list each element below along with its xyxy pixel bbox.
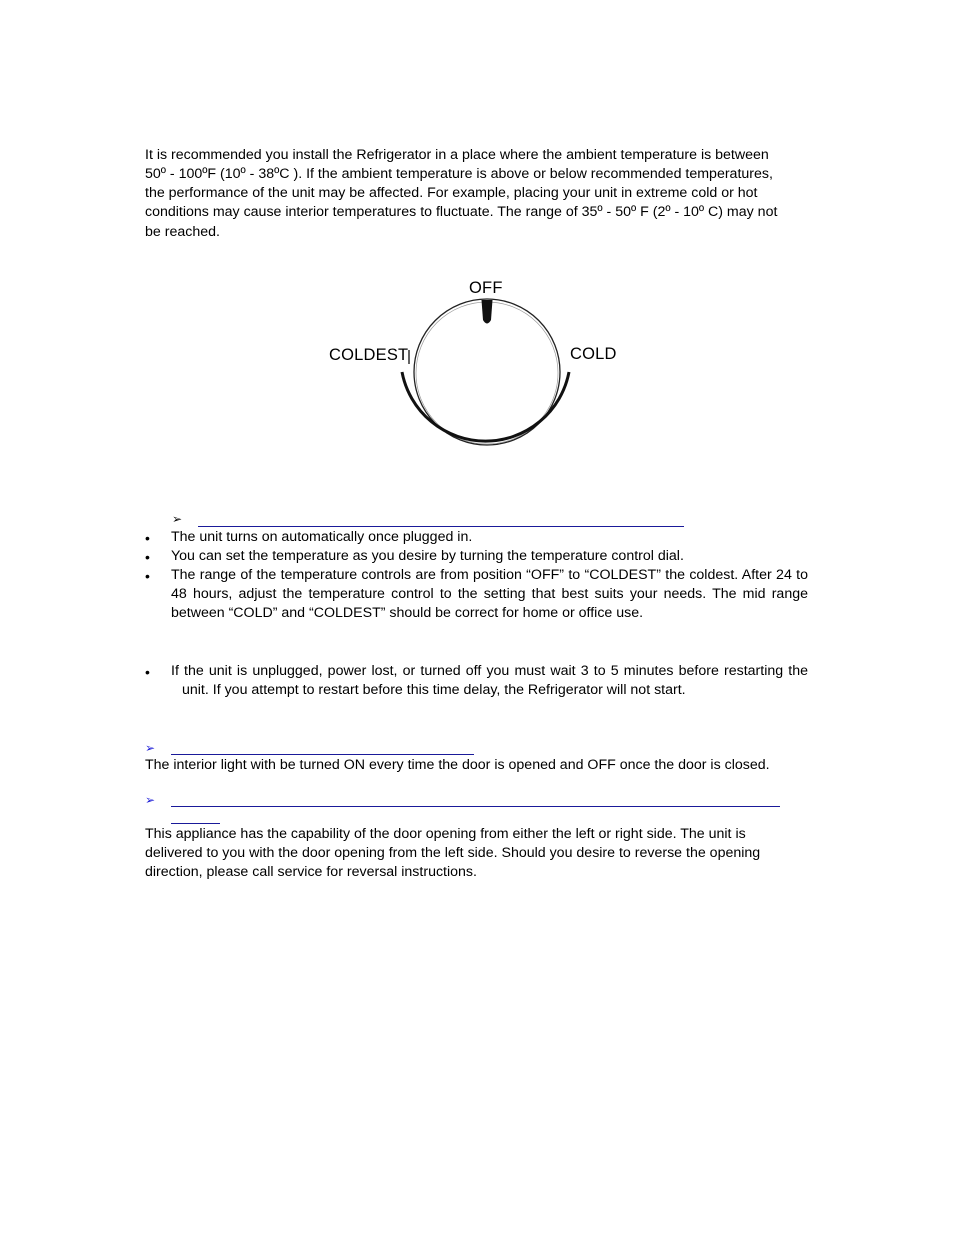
arrow-bullet-icon: ➢ [145, 793, 156, 807]
bullet-icon: • [145, 530, 150, 546]
interior-light-text: The interior light with be turned ON every time the door is opened and OFF once the door is closed. [145, 757, 770, 773]
arrow-bullet-icon: ➢ [145, 741, 156, 755]
list-item-line-1: If the unit is unplugged, power lost, or turned off you must wait 3 to 5 minutes before restarting the [171, 663, 808, 679]
dial-pointer [482, 300, 493, 324]
intro-line-2: 50º - 100ºF (10º - 38ºC ). If the ambient temperature is above or below recommended temperatures, [145, 166, 773, 182]
intro-line-1: It is recommended you install the Refrigerator in a place where the ambient temperature is between [145, 147, 769, 163]
intro-line-4: conditions may cause interior temperatures to fluctuate. The range of 35º - 50º F (2º - 10º C) may not [145, 204, 778, 220]
dial-label-off: OFF [469, 279, 503, 297]
door-reversal-text: This appliance has the capability of the door opening from either the left or right side. The unit is delivered to you with the door opening from the left side. Should you desire to reverse the opening direction, please call service for reversal instructions. [145, 826, 761, 881]
heading-underline [171, 823, 220, 824]
heading-underline [171, 806, 780, 807]
dial-label-cold: COLD [570, 345, 617, 363]
list-item-line-2: unit. If you attempt to restart before this time delay, the Refrigerator will not start. [182, 682, 686, 698]
heading-underline [198, 526, 684, 527]
arrow-bullet-icon: ➢ [172, 512, 183, 526]
intro-line-5: be reached. [145, 224, 220, 240]
dial-label-coldest: COLDEST [329, 346, 409, 364]
cold-range-arc [402, 372, 569, 441]
temperature-dial-icon [0, 0, 954, 500]
bullet-icon: • [145, 664, 150, 680]
intro-line-3: the performance of the unit may be affected. For example, placing your unit in extreme cold or hot [145, 185, 758, 201]
heading-underline [171, 754, 474, 755]
list-item: You can set the temperature as you desire by turning the temperature control dial. [171, 548, 684, 564]
bullet-icon: • [145, 568, 150, 584]
bullet-icon: • [145, 549, 150, 565]
list-item: The unit turns on automatically once plugged in. [171, 529, 473, 545]
list-item: The range of the temperature controls are from position “OFF” to “COLDEST” the coldest. After 24 to 48 hours, adjust the temperature control to the setting that best suits your needs. The mid range between “COLD” and “COLDEST” should be correct for home or office use. [171, 567, 808, 622]
